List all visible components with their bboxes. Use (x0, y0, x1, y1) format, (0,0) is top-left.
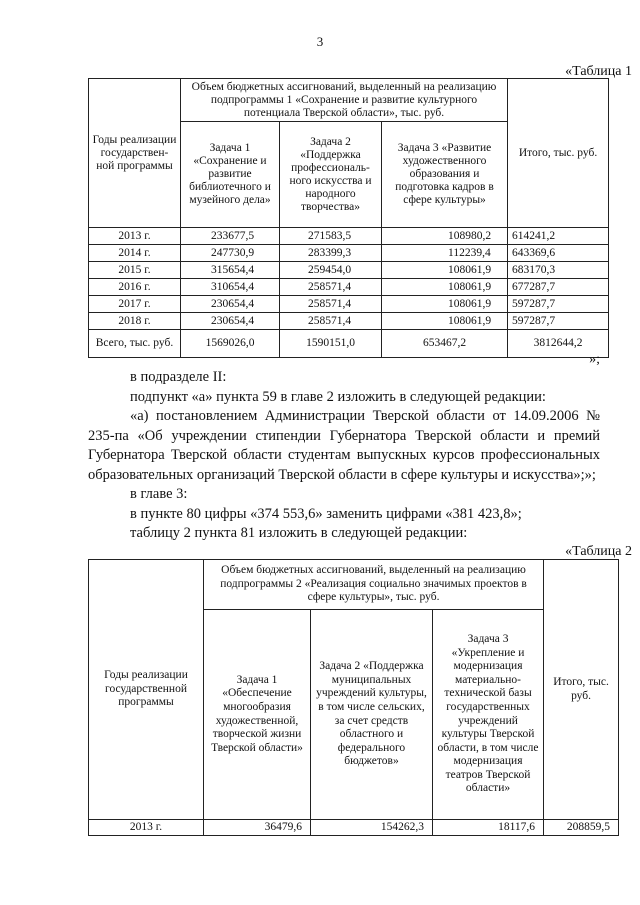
table-2-total-header: Итого, тыс. руб. (544, 560, 619, 820)
table-1-task-3-header: Задача 3 «Развитие художественного образования и подготовка кадров в сфере культуры» (382, 122, 508, 228)
table-sum-row (89, 330, 609, 358)
table-cell-sum-task-3: 653467,2 (382, 330, 508, 358)
table-1-closing-quote: »; (589, 352, 600, 367)
table-cell-sum-total: 3812644,2 (508, 330, 609, 358)
table-cell-task-3: 108980,2 (382, 228, 508, 245)
table-row (89, 296, 609, 313)
table-2-group-header: Объем бюджетных ассигнований, выделенный на реализацию подпрограммы 2 «Реализация социально значимых проектов в сфере культуры», тыс. руб. (204, 560, 544, 610)
table-cell-task-2: 258571,4 (280, 296, 382, 313)
table-1-caption: «Таблица 1 (565, 64, 632, 79)
table-cell-task-3: 108061,9 (382, 313, 508, 330)
table-cell-year: 2013 г. (89, 228, 181, 245)
table-cell-task-1: 36479,6 (204, 820, 311, 836)
table-1-total-header: Итого, тыс. руб. (508, 79, 609, 228)
table-cell-total: 643369,6 (508, 245, 609, 262)
table-cell-task-2: 283399,3 (280, 245, 382, 262)
table-cell-task-1: 233677,5 (181, 228, 280, 245)
paragraph: в главе 3: (130, 486, 188, 502)
table-row (89, 228, 609, 245)
paragraph: таблицу 2 пункта 81 изложить в следующей редакции: (130, 525, 468, 541)
table-cell-year: 2016 г. (89, 279, 181, 296)
table-cell-task-2: 154262,3 (311, 820, 433, 836)
table-cell-total: 208859,5 (544, 820, 619, 836)
table-2-caption: «Таблица 2 (565, 544, 632, 559)
table-row (89, 313, 609, 330)
table-cell-task-2: 258571,4 (280, 279, 382, 296)
paragraph: в пункте 80 цифры «374 553,6» заменить цифрами «381 423,8»; (130, 505, 522, 522)
table-cell-task-2: 259454,0 (280, 262, 382, 279)
page-number: 3 (316, 34, 324, 49)
table-cell-sum-label: Всего, тыс. руб. (89, 330, 181, 358)
table-cell-task-1: 230654,4 (181, 296, 280, 313)
paragraph: «а) постановлением Администрации Тверской области от 14.09.2006 № 235-па «Об учреждении стипендии Губернатора Тверской области и премий Губернатора Тверской области студентам выпускных курсов профессиональных образовательных организаций Тверской области в сфере культуры и искусства»;»; (88, 408, 600, 483)
table-row (89, 820, 619, 836)
table-cell-total: 677287,7 (508, 279, 609, 296)
table-2-years-header: Годы реализации государственной программы (89, 560, 204, 820)
table-cell-year: 2014 г. (89, 245, 181, 262)
table-1 (88, 78, 609, 358)
table-cell-task-3: 18117,6 (433, 820, 544, 836)
amendment-text (88, 368, 600, 544)
table-cell-task-1: 247730,9 (181, 245, 280, 262)
table-1-years-header: Годы реализации государствен-ной программы (89, 79, 181, 228)
table-cell-year: 2017 г. (89, 296, 181, 313)
table-cell-task-3: 108061,9 (382, 262, 508, 279)
table-cell-task-3: 112239,4 (382, 245, 508, 262)
table-cell-sum-task-1: 1569026,0 (181, 330, 280, 358)
table-2-task-2-header: Задача 2 «Поддержка муниципальных учреждений культуры, в том числе сельских, за счет средств областного и федерального бюджетов» (311, 610, 433, 820)
table-cell-total: 597287,7 (508, 296, 609, 313)
table-cell-task-1: 230654,4 (181, 313, 280, 330)
table-2 (88, 559, 619, 836)
table-cell-task-3: 108061,9 (382, 279, 508, 296)
table-cell-year: 2013 г. (89, 820, 204, 836)
table-cell-task-2: 258571,4 (280, 313, 382, 330)
table-1-task-1-header: Задача 1 «Сохранение и развитие библиотечного и музейного дела» (181, 122, 280, 228)
table-cell-year: 2018 г. (89, 313, 181, 330)
table-cell-task-3: 108061,9 (382, 296, 508, 313)
table-cell-total: 683170,3 (508, 262, 609, 279)
table-cell-year: 2015 г. (89, 262, 181, 279)
table-1-task-2-header: Задача 2 «Поддержка профессиональ-ного искусства и народного творчества» (280, 122, 382, 228)
table-2-task-1-header: Задача 1 «Обеспечение многообразия художественной, творческой жизни Тверской области» (204, 610, 311, 820)
table-cell-sum-task-2: 1590151,0 (280, 330, 382, 358)
paragraph: в подразделе II: (130, 369, 227, 385)
table-cell-task-1: 310654,4 (181, 279, 280, 296)
paragraph: подпункт «а» пункта 59 в главе 2 изложить в следующей редакции: (130, 388, 546, 405)
table-2-task-3-header: Задача 3 «Укрепление и модернизация материально-технической базы государственных учреждений культуры Тверской области, в том числе модернизация театров Тверской области» (433, 610, 544, 820)
table-cell-task-2: 271583,5 (280, 228, 382, 245)
table-cell-task-1: 315654,4 (181, 262, 280, 279)
table-cell-total: 614241,2 (508, 228, 609, 245)
table-row (89, 262, 609, 279)
table-cell-total: 597287,7 (508, 313, 609, 330)
table-row (89, 279, 609, 296)
table-1-group-header: Объем бюджетных ассигнований, выделенный на реализацию подпрограммы 1 «Сохранение и развитие культурного потенциала Тверской области», тыс. руб. (181, 79, 508, 122)
table-row (89, 245, 609, 262)
